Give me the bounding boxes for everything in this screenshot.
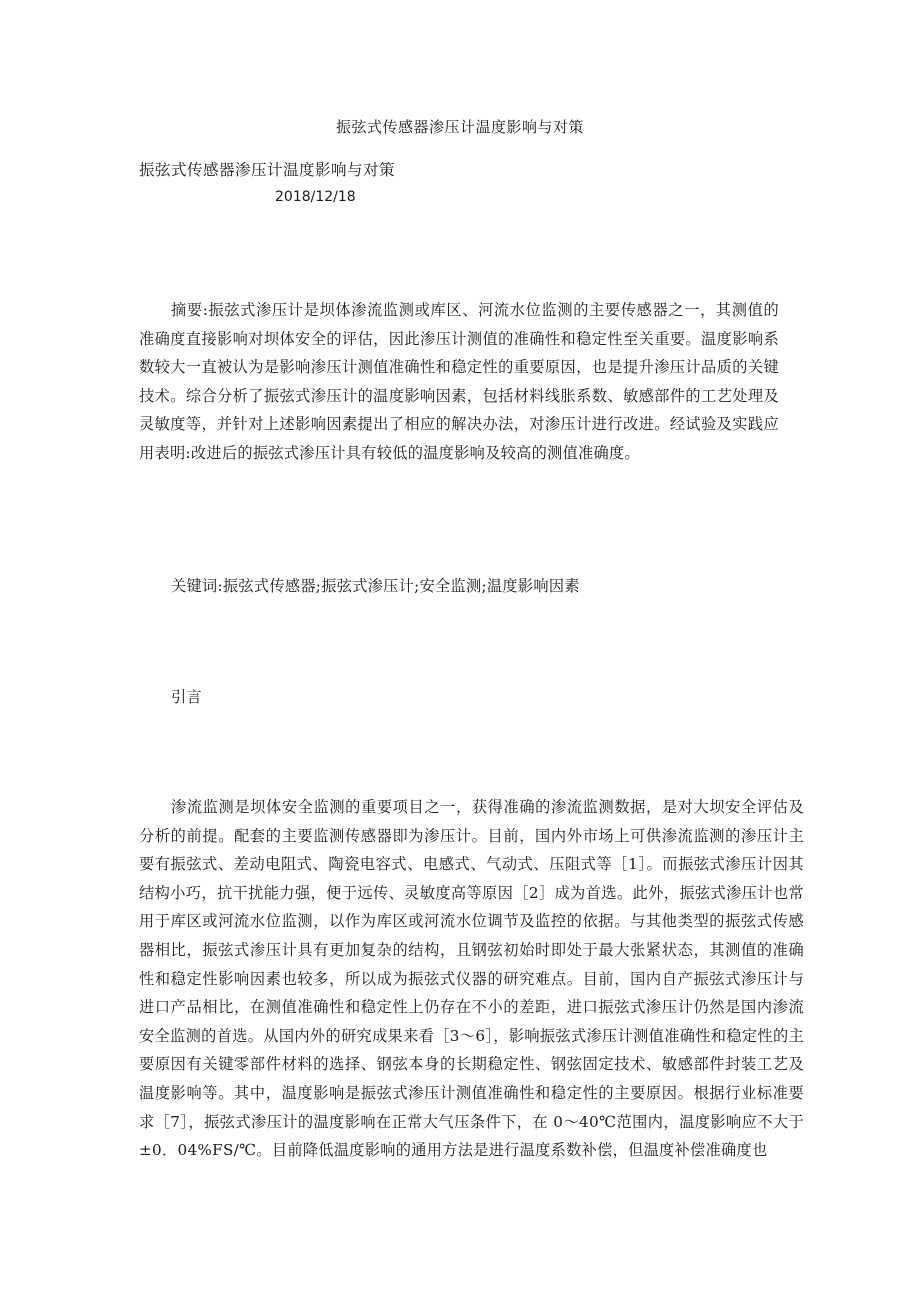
intro-paragraph: 渗流监测是坝体安全监测的重要项目之一，获得准确的渗流监测数据，是对大坝安全评估及分析的前提。配套的主要监测传感器即为渗压计。目前，国内外市场上可供渗流监测的渗压计主要有振弦式、差动电阻式、陶瓷电容式、电感式、气动式、压阻式等［1］。而振弦式渗压计因其结构小巧，抗干扰能力强，便于远传、灵敏度高等原因［2］成为首选。此外，振弦式渗压计也常用于库区或河流水位监测，以作为库区或河流水位调节及监控的依据。与其他类型的振弦式传感器相比，振弦式渗压计具有更加复杂的结构，且钢弦初始时即处于最大张紧状态，其测值的准确性和稳定性影响因素也较多，所以成为振弦式仪器的研究难点。目前，国内自产振弦式渗压计与进口产品相比，在测值准确性和稳定性上仍存在不小的差距，进口振弦式渗压计仍然是国内渗流安全监测的首选。从国内外的研究成果来看［3～6］，影响振弦式渗压计测值准确性和稳定性的主要原因有关键零部件材料的选择、钢弦本身的长期稳定性、钢弦固定技术、敏感部件封装工艺及温度影响等。其中，温度影响是振弦式渗压计测值准确性和稳定性的主要原因。根据行业标准要求［7］，振弦式渗压计的温度影响在正常大气压条件下，在 0～40℃范围内，温度影响应不大于±0．04%FS/℃。目前降低温度影响的通用方法是进行温度系数补偿，但温度补偿准确度也 [139, 798, 804, 1160]
document-title: 振弦式传感器渗压计温度影响与对策 [139, 161, 396, 179]
section-heading-intro: 引言 [171, 688, 202, 706]
keywords-line: 关键词:振弦式传感器;振弦式渗压计;安全监测;温度影响因素 [171, 577, 580, 595]
document-date: 2018/12/18 [275, 189, 356, 205]
running-header-title: 振弦式传感器渗压计温度影响与对策 [335, 118, 584, 136]
abstract-paragraph: 摘要:振弦式渗压计是坝体渗流监测或库区、河流水位监测的主要传感器之一，其测值的准确度直接影响对坝体安全的评估，因此渗压计测值的准确性和稳定性至关重要。温度影响系数较大一直被认为是影响渗压计测值准确性和稳定性的重要原因，也是提升渗压计品质的关键技术。综合分析了振弦式渗压计的温度影响因素，包括材料线胀系数、敏感部件的工艺处理及灵敏度等，并针对上述影响因素提出了相应的解决办法，对渗压计进行改进。经试验及实践应用表明:改进后的振弦式渗压计具有较低的温度影响及较高的测值准确度。 [139, 301, 779, 462]
